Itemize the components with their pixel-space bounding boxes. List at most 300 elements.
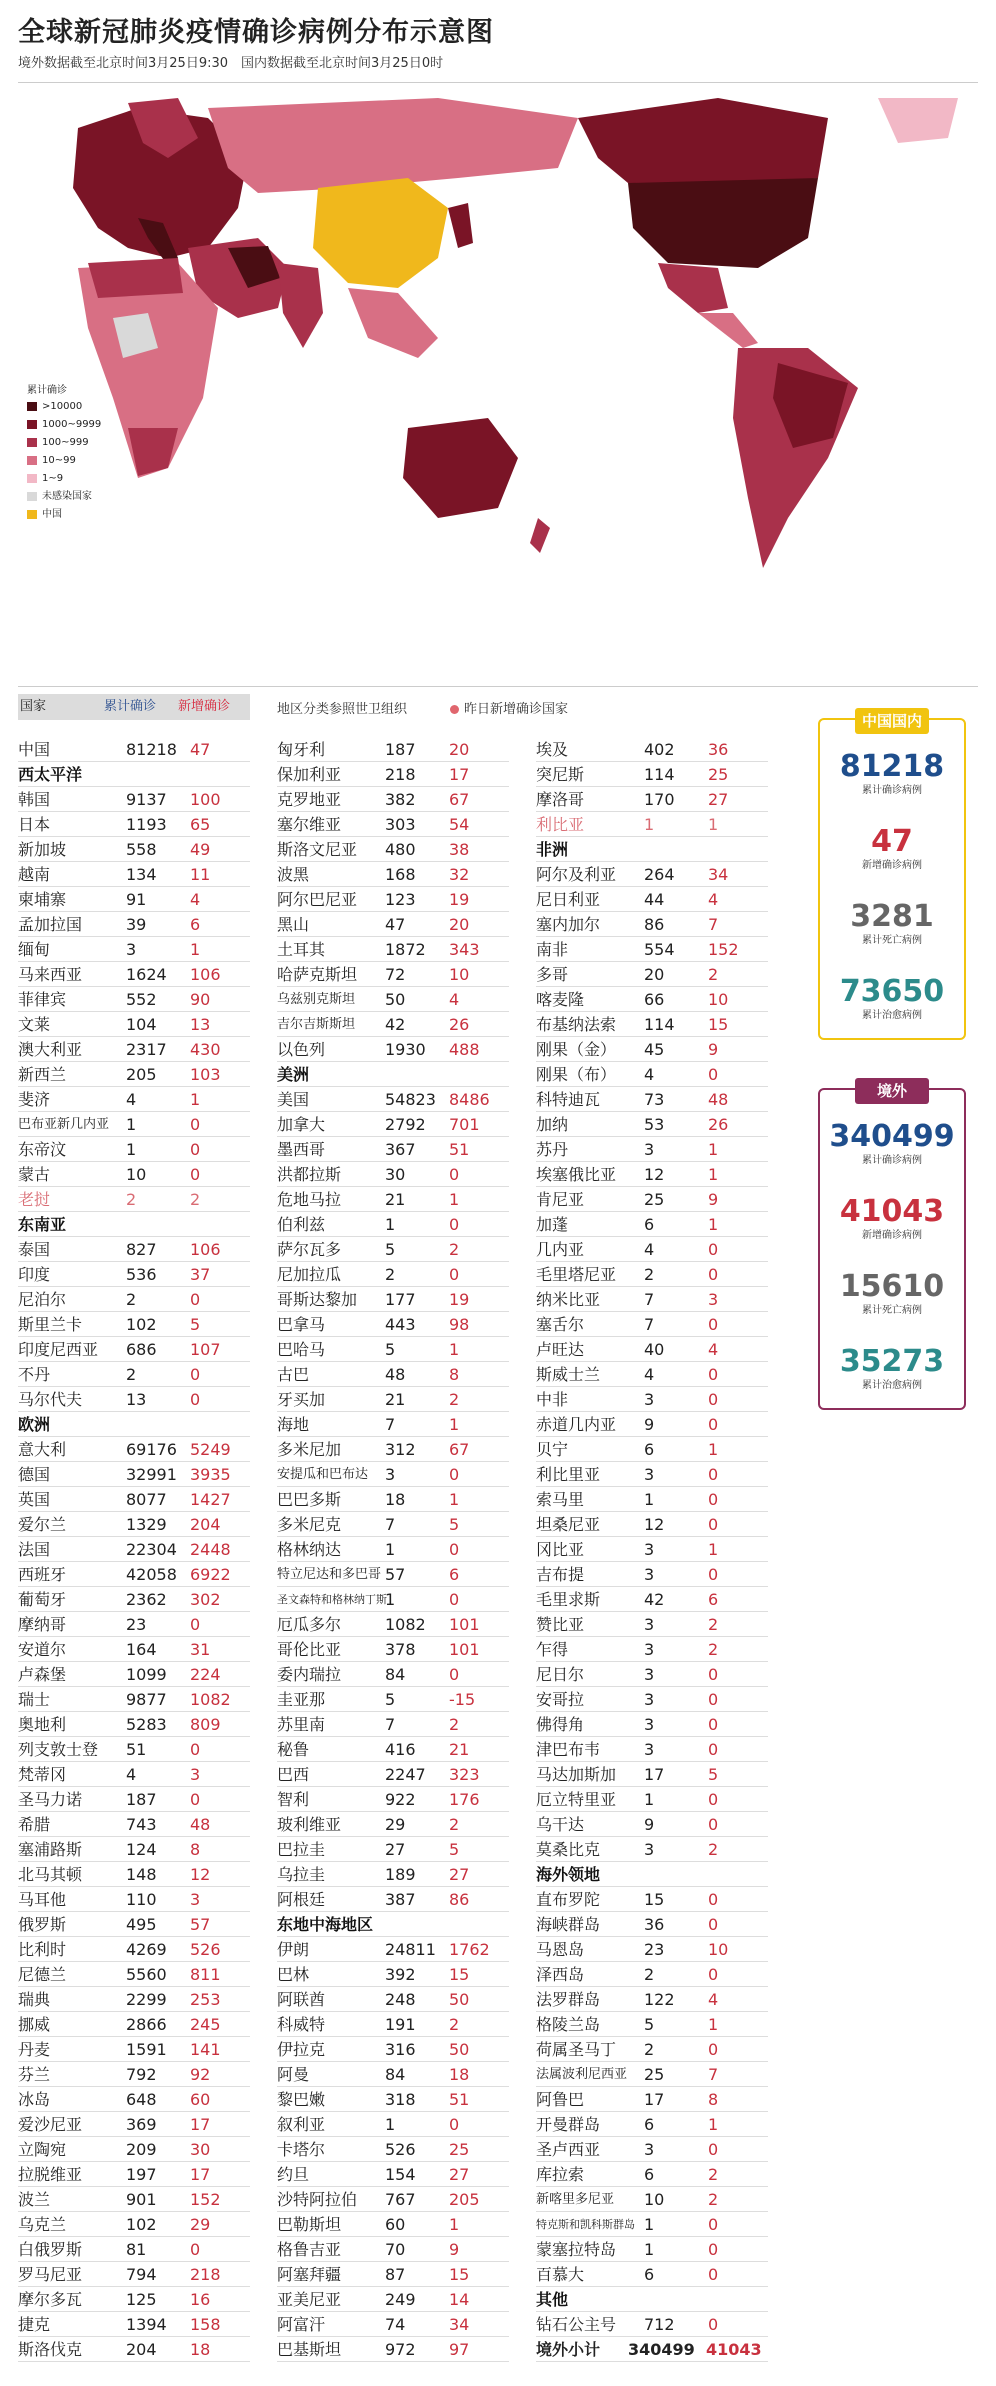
country-name: 罗马尼亚 xyxy=(18,2265,83,2284)
total-cases: 1 xyxy=(385,1590,396,1609)
table-row xyxy=(277,1312,509,1337)
new-cases: 701 xyxy=(449,1115,480,1134)
new-cases: 2 xyxy=(449,1390,460,1409)
total-cases: 2866 xyxy=(126,2015,167,2034)
country-name: 北马其顿 xyxy=(18,1865,83,1884)
total-cases: 17 xyxy=(644,2090,665,2109)
country-name: 海地 xyxy=(277,1415,310,1434)
table-row xyxy=(277,1612,509,1637)
table-row xyxy=(277,1987,509,2012)
country-name: 牙买加 xyxy=(277,1390,326,1409)
table-row xyxy=(18,1162,250,1187)
new-cases: 48 xyxy=(708,1090,729,1109)
country-name: 哥伦比亚 xyxy=(277,1640,342,1659)
new-cases: 0 xyxy=(190,1365,201,1384)
table-row xyxy=(277,1712,509,1737)
table-row xyxy=(536,2037,768,2062)
total-cases: 25 xyxy=(644,1190,665,1209)
total-cases: 378 xyxy=(385,1640,416,1659)
overseas-confirmed: 340499 累计确诊病例 xyxy=(829,1119,955,1166)
country-name: 瑞士 xyxy=(18,1690,51,1709)
new-cases: 0 xyxy=(708,2315,719,2334)
new-cases: 0 xyxy=(449,1590,460,1609)
table-row xyxy=(536,1362,768,1387)
country-name: 中非 xyxy=(536,1390,569,1409)
total-cases: 1 xyxy=(644,1790,655,1809)
table-row xyxy=(18,1762,250,1787)
total-cases: 767 xyxy=(385,2190,416,2209)
table-row xyxy=(277,1262,509,1287)
table-row xyxy=(536,1487,768,1512)
table-row xyxy=(18,1012,250,1037)
total-cases: 416 xyxy=(385,1740,416,1759)
table-row xyxy=(277,2287,509,2312)
total-cases: 318 xyxy=(385,2090,416,2109)
table-row xyxy=(18,1587,250,1612)
table-row xyxy=(18,1337,250,1362)
table-row xyxy=(18,1687,250,1712)
total-cases: 91 xyxy=(126,890,147,909)
new-cases: 0 xyxy=(190,1740,201,1759)
total-cases: 3 xyxy=(644,1390,655,1409)
table-row xyxy=(18,1187,250,1212)
legend-title: 累计确诊 xyxy=(27,385,67,396)
table-row xyxy=(277,787,509,812)
table-row xyxy=(536,1737,768,1762)
country-name: 菲律宾 xyxy=(18,990,67,1009)
total-cases: 2 xyxy=(385,1265,396,1284)
country-name: 马尔代夫 xyxy=(18,1390,83,1409)
country-name: 新加坡 xyxy=(18,840,67,859)
total-cases: 4 xyxy=(126,1090,137,1109)
country-name: 厄立特里亚 xyxy=(536,1790,617,1809)
total-cases: 554 xyxy=(644,940,675,959)
total-cases: 74 xyxy=(385,2315,406,2334)
table-row xyxy=(18,2012,250,2037)
total-cases: 3 xyxy=(644,2140,655,2159)
new-cases: 1 xyxy=(708,815,719,834)
table-row xyxy=(536,1987,768,2012)
new-cases: 0 xyxy=(708,1065,719,1084)
country-name: 厄瓜多尔 xyxy=(277,1615,342,1634)
table-row xyxy=(536,1412,768,1437)
table-row xyxy=(18,1812,250,1837)
table-row xyxy=(536,1612,768,1637)
table-row xyxy=(277,1812,509,1837)
total-cases: 2362 xyxy=(126,1590,167,1609)
country-name: 摩洛哥 xyxy=(536,790,585,809)
country-name: 玻利维亚 xyxy=(277,1815,342,1834)
table-row xyxy=(277,812,509,837)
country-name: 阿曼 xyxy=(277,2065,310,2084)
table-row xyxy=(18,1487,250,1512)
total-cases: 1872 xyxy=(385,940,426,959)
country-name: 英国 xyxy=(18,1490,51,1509)
china-confirmed: 81218 累计确诊病例 xyxy=(839,749,945,796)
country-name: 巴西 xyxy=(277,1765,310,1784)
table-row xyxy=(277,1462,509,1487)
new-cases: 101 xyxy=(449,1640,480,1659)
country-name: 亚美尼亚 xyxy=(277,2290,342,2309)
table-row xyxy=(277,2037,509,2062)
new-cases: 3 xyxy=(708,1290,719,1309)
country-name: 刚果（布） xyxy=(536,1065,617,1084)
total-cases: 367 xyxy=(385,1140,416,1159)
country-name: 墨西哥 xyxy=(277,1140,326,1159)
divider xyxy=(18,82,978,83)
table-row xyxy=(277,1587,509,1612)
country-name: 吉尔吉斯斯坦 xyxy=(277,1017,356,1032)
total-cases: 5 xyxy=(385,1240,396,1259)
table-row xyxy=(536,987,768,1012)
total-cases: 3 xyxy=(644,1540,655,1559)
table-row xyxy=(18,1637,250,1662)
new-cases: 2 xyxy=(449,1240,460,1259)
table-row xyxy=(18,2162,250,2187)
total-cases: 205 xyxy=(126,1065,157,1084)
table-row xyxy=(18,2112,250,2137)
country-name: 格陵兰岛 xyxy=(536,2015,601,2034)
table-row xyxy=(277,1412,509,1437)
country-name: 文莱 xyxy=(18,1015,51,1034)
total-cases: 2299 xyxy=(126,1990,167,2009)
page-title: 全球新冠肺炎疫情确诊病例分布示意图 xyxy=(18,17,494,48)
total-cases: 154 xyxy=(385,2165,416,2184)
china-deaths: 3281 累计死亡病例 xyxy=(850,899,934,946)
country-name: 东帝汶 xyxy=(18,1140,67,1159)
new-cases: 14 xyxy=(449,2290,470,2309)
new-cases: 65 xyxy=(190,815,211,834)
table-row xyxy=(18,937,250,962)
table-row xyxy=(18,1462,250,1487)
table-row xyxy=(277,987,509,1012)
total-cases: 1624 xyxy=(126,965,167,984)
country-name: 圣文森特和格林纳丁斯 xyxy=(277,1593,387,1606)
new-cases: 1 xyxy=(708,1215,719,1234)
new-cases: 0 xyxy=(708,1665,719,1684)
table-header xyxy=(18,694,250,720)
new-cases: 0 xyxy=(449,2115,460,2134)
total-cases: 3 xyxy=(644,1715,655,1734)
total-cases: 81218 xyxy=(126,740,177,759)
new-cases: 0 xyxy=(449,1540,460,1559)
country-name: 保加利亚 xyxy=(277,765,342,784)
new-cases: 204 xyxy=(190,1515,221,1534)
country-name: 乍得 xyxy=(536,1640,569,1659)
new-cases: 15 xyxy=(449,1965,470,1984)
table-row xyxy=(277,2062,509,2087)
total-cases: 123 xyxy=(385,890,416,909)
total-cases: 66 xyxy=(644,990,665,1009)
region-heading xyxy=(536,2287,768,2312)
table-row xyxy=(536,1812,768,1837)
table-row xyxy=(18,1262,250,1287)
table-row xyxy=(18,1987,250,2012)
legend-item: 未感染国家 xyxy=(27,488,101,506)
new-cases: 0 xyxy=(708,2240,719,2259)
total-cases: 21 xyxy=(385,1390,406,1409)
total-cases: 17 xyxy=(644,1765,665,1784)
country-name: 立陶宛 xyxy=(18,2140,67,2159)
data-timestamp: 境外数据截至北京时间3月25日9:30 国内数据截至北京时间3月25日0时 xyxy=(18,56,444,71)
new-cases: 0 xyxy=(708,1390,719,1409)
country-name: 葡萄牙 xyxy=(18,1590,67,1609)
table-row xyxy=(18,1887,250,1912)
new-cases: 51 xyxy=(449,1140,470,1159)
country-name: 乌克兰 xyxy=(18,2215,67,2234)
country-name: 黎巴嫩 xyxy=(277,2090,326,2109)
new-cases: 1 xyxy=(708,1440,719,1459)
total-cases: 922 xyxy=(385,1790,416,1809)
new-cases: 152 xyxy=(708,940,739,959)
total-cases: 84 xyxy=(385,1665,406,1684)
country-name: 阿尔巴尼亚 xyxy=(277,890,358,909)
table-row xyxy=(277,2012,509,2037)
table-row xyxy=(536,812,768,837)
overseas-cured: 35273 累计治愈病例 xyxy=(839,1344,945,1391)
table-row xyxy=(536,1012,768,1037)
total-cases: 9 xyxy=(644,1815,655,1834)
new-cases: 49 xyxy=(190,840,211,859)
total-cases: 23 xyxy=(644,1940,665,1959)
new-cases: 50 xyxy=(449,1990,470,2009)
table-row xyxy=(536,1087,768,1112)
total-cases: 30 xyxy=(385,1165,406,1184)
country-name: 塞舌尔 xyxy=(536,1315,585,1334)
country-name: 几内亚 xyxy=(536,1240,585,1259)
new-cases: 9 xyxy=(708,1040,719,1059)
country-name: 埃塞俄比亚 xyxy=(536,1165,617,1184)
total-cases: 1394 xyxy=(126,2315,167,2334)
country-name: 塞内加尔 xyxy=(536,915,601,934)
total-cases: 7 xyxy=(385,1715,396,1734)
total-cases: 1 xyxy=(385,2115,396,2134)
new-cases: 224 xyxy=(190,1665,221,1684)
country-name: 海峡群岛 xyxy=(536,1915,601,1934)
table-row xyxy=(277,1112,509,1137)
new-cases: 1 xyxy=(708,1540,719,1559)
table-row xyxy=(18,1837,250,1862)
new-cases: 47 xyxy=(190,740,211,759)
new-cases: 1 xyxy=(449,2215,460,2234)
table-row xyxy=(18,862,250,887)
region-name: 东南亚 xyxy=(18,1215,67,1234)
total-cases: 7 xyxy=(644,1290,655,1309)
table-row xyxy=(18,2087,250,2112)
country-name: 伊拉克 xyxy=(277,2040,326,2059)
header-total: 累计确诊 xyxy=(104,699,157,714)
new-cases: 2 xyxy=(190,1190,201,1209)
table-row xyxy=(18,1112,250,1137)
new-cases: 0 xyxy=(708,1965,719,1984)
total-cases: 10 xyxy=(126,1165,147,1184)
new-cases: 6 xyxy=(190,915,201,934)
total-cases: 1591 xyxy=(126,2040,167,2059)
new-cases: 10 xyxy=(708,990,729,1009)
table-row xyxy=(18,887,250,912)
table-row xyxy=(536,1212,768,1237)
region-heading xyxy=(277,1062,509,1087)
total-cases: 36 xyxy=(644,1915,665,1934)
china-cured: 73650 累计治愈病例 xyxy=(839,974,945,1021)
new-cases: 3 xyxy=(190,1765,201,1784)
country-name: 喀麦隆 xyxy=(536,990,585,1009)
table-row xyxy=(277,1437,509,1462)
table-row xyxy=(536,1112,768,1137)
table-row xyxy=(536,1462,768,1487)
table-row xyxy=(18,1962,250,1987)
table-row xyxy=(18,2287,250,2312)
new-cases: 0 xyxy=(190,1165,201,1184)
country-name: 波兰 xyxy=(18,2190,51,2209)
total-cases: 29 xyxy=(385,1815,406,1834)
total-cases: 50 xyxy=(385,990,406,1009)
new-cases: 0 xyxy=(708,1515,719,1534)
total-cases: 2 xyxy=(126,1190,137,1209)
country-name: 加蓬 xyxy=(536,1215,569,1234)
country-name: 缅甸 xyxy=(18,940,51,959)
table-row xyxy=(277,1662,509,1687)
total-cases: 3 xyxy=(644,1690,655,1709)
country-name: 吉布提 xyxy=(536,1565,585,1584)
total-cases: 20 xyxy=(644,965,665,984)
country-name: 德国 xyxy=(18,1465,51,1484)
new-cases: 6922 xyxy=(190,1565,231,1584)
table-row xyxy=(536,1262,768,1287)
total-cases: 9137 xyxy=(126,790,167,809)
new-cases: 0 xyxy=(190,1790,201,1809)
region-name: 海外领地 xyxy=(536,1865,601,1884)
country-name: 捷克 xyxy=(18,2315,51,2334)
total-cases: 32991 xyxy=(126,1465,177,1484)
total-cases: 25 xyxy=(644,2065,665,2084)
country-name: 刚果（金） xyxy=(536,1040,617,1059)
new-cases: 19 xyxy=(449,1290,470,1309)
table-row xyxy=(277,1737,509,1762)
country-name: 毛里求斯 xyxy=(536,1590,601,1609)
country-name: 斐济 xyxy=(18,1090,51,1109)
total-cases: 114 xyxy=(644,1015,675,1034)
table-row xyxy=(18,1662,250,1687)
country-name: 圣卢西亚 xyxy=(536,2140,601,2159)
new-cases: 2 xyxy=(708,1640,719,1659)
country-name: 圣马力诺 xyxy=(18,1790,83,1809)
new-cases: 0 xyxy=(449,1665,460,1684)
table-row xyxy=(536,1762,768,1787)
total-cases: 7 xyxy=(644,1315,655,1334)
table-row xyxy=(277,2087,509,2112)
country-name: 波黑 xyxy=(277,865,310,884)
overseas-box-title: 境外 xyxy=(855,1078,929,1104)
table-row xyxy=(18,1387,250,1412)
new-cases: 8 xyxy=(190,1840,201,1859)
country-name: 尼日利亚 xyxy=(536,890,601,909)
total-cases: 1 xyxy=(385,1215,396,1234)
table-row xyxy=(277,1087,509,1112)
table-row xyxy=(536,1512,768,1537)
total-cases: 827 xyxy=(126,1240,157,1259)
table-row xyxy=(277,1537,509,1562)
table-row xyxy=(277,2112,509,2137)
country-name: 白俄罗斯 xyxy=(18,2240,83,2259)
new-cases: 4 xyxy=(708,1340,719,1359)
table-row xyxy=(277,1137,509,1162)
total-cases: 1 xyxy=(126,1140,137,1159)
total-cases: 189 xyxy=(385,1865,416,1884)
total-cases: 47 xyxy=(385,915,406,934)
total-cases: 12 xyxy=(644,1165,665,1184)
divider xyxy=(18,686,978,687)
table-row xyxy=(277,2137,509,2162)
country-name: 阿根廷 xyxy=(277,1890,326,1909)
total-cases: 134 xyxy=(126,865,157,884)
total-cases: 1193 xyxy=(126,815,167,834)
country-name: 巴勒斯坦 xyxy=(277,2215,342,2234)
new-cases: 0 xyxy=(190,1390,201,1409)
new-cases: 18 xyxy=(449,2065,470,2084)
table-row xyxy=(277,737,509,762)
table-row xyxy=(277,962,509,987)
total-cases: 387 xyxy=(385,1890,416,1909)
new-cases: 0 xyxy=(708,1415,719,1434)
total-cases: 1082 xyxy=(385,1615,426,1634)
total-cases: 22304 xyxy=(126,1540,177,1559)
country-name: 布基纳法索 xyxy=(536,1015,617,1034)
table-row xyxy=(536,1912,768,1937)
new-cases: 0 xyxy=(708,1740,719,1759)
table-row xyxy=(536,2212,768,2237)
new-cases: 10 xyxy=(708,1940,729,1959)
country-name: 百慕大 xyxy=(536,2265,585,2284)
total-cases: 24811 xyxy=(385,1940,436,1959)
country-name: 老挝 xyxy=(18,1187,50,1212)
new-cases: 1 xyxy=(449,1190,460,1209)
new-cases: 6 xyxy=(708,1590,719,1609)
total-cases: 1099 xyxy=(126,1665,167,1684)
table-row xyxy=(18,1612,250,1637)
country-name: 卢森堡 xyxy=(18,1665,67,1684)
new-cases: 25 xyxy=(708,765,729,784)
new-cases: 8 xyxy=(708,2090,719,2109)
country-name: 佛得角 xyxy=(536,1715,585,1734)
new-cases: 100 xyxy=(190,790,221,809)
table-row xyxy=(536,1687,768,1712)
new-cases: 141 xyxy=(190,2040,221,2059)
country-name: 境外小计 xyxy=(536,2340,601,2359)
country-name: 奥地利 xyxy=(18,1715,67,1734)
country-name: 苏丹 xyxy=(536,1140,569,1159)
new-cases: 18 xyxy=(190,2340,211,2359)
total-cases: 13 xyxy=(126,1390,147,1409)
new-cases: 13 xyxy=(190,1015,211,1034)
country-name: 西班牙 xyxy=(18,1565,67,1584)
total-cases: 443 xyxy=(385,1315,416,1334)
country-name: 毛里塔尼亚 xyxy=(536,1265,617,1284)
country-name: 挪威 xyxy=(18,2015,51,2034)
new-cases: 0 xyxy=(708,1790,719,1809)
table-row xyxy=(277,937,509,962)
total-cases: 3 xyxy=(644,1465,655,1484)
table-row xyxy=(277,1362,509,1387)
total-cases: 23 xyxy=(126,1615,147,1634)
total-cases: 972 xyxy=(385,2340,416,2359)
table-row xyxy=(536,2312,768,2337)
new-cases: 30 xyxy=(190,2140,211,2159)
country-name: 马来西亚 xyxy=(18,965,83,984)
new-cases: 106 xyxy=(190,1240,221,1259)
total-cases: 102 xyxy=(126,1315,157,1334)
table-row xyxy=(536,2137,768,2162)
